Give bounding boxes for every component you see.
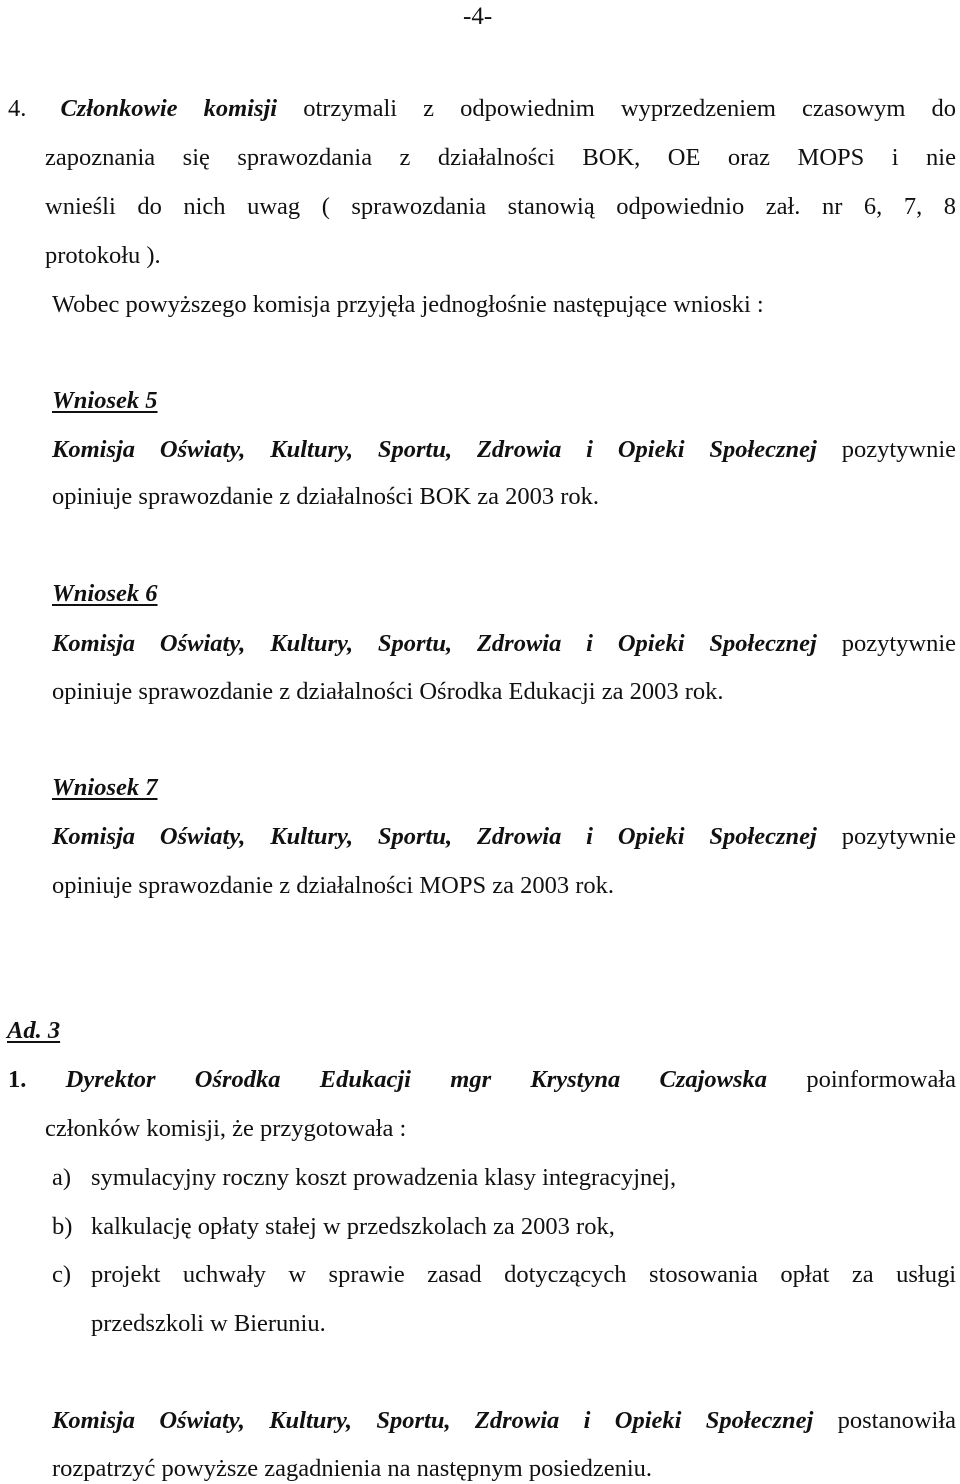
list-item-c-line-1: projekt uchwały w sprawie zasad dotyczących stosowania opłat za usługi bbox=[91, 1261, 956, 1288]
ad3-heading: Ad. 3 bbox=[7, 1017, 61, 1044]
section-number: 4. bbox=[8, 95, 27, 122]
list-item-c-line-2: przedszkoli w Bieruniu. bbox=[91, 1310, 326, 1337]
motion-6-line-2: opiniuje sprawozdanie z działalności Ośrodka Edukacji za 2003 rok. bbox=[52, 678, 724, 705]
motion-6-title: Wniosek 6 bbox=[52, 580, 158, 607]
section-4-line-1 bbox=[8, 97, 956, 122]
motion-7-verb: pozytywnie bbox=[841, 823, 957, 850]
section-4-line-3: wnieśli do nich uwag ( sprawozdania stanowią odpowiednio zał. nr 6, 7, 8 bbox=[45, 193, 956, 220]
motion-6-line-1 bbox=[52, 632, 956, 657]
section-text: otrzymali z odpowiednim wyprzedzeniem czasowym do bbox=[303, 95, 957, 122]
section-4-line-2: zapoznania się sprawozdania z działalności BOK, OE oraz MOPS i nie bbox=[45, 144, 956, 171]
motion-6-committee: Komisja Oświaty, Kultury, Sportu, Zdrowia i Opieki Społecznej bbox=[52, 630, 817, 657]
motion-7-committee: Komisja Oświaty, Kultury, Sportu, Zdrowia i Opieki Społecznej bbox=[52, 823, 817, 850]
motion-7-line-2: opiniuje sprawozdanie z działalności MOPS za 2003 rok. bbox=[52, 872, 615, 899]
ad3-item-number: 1. bbox=[8, 1066, 27, 1093]
list-mark-b: b) bbox=[52, 1213, 73, 1240]
motion-7-title: Wniosek 7 bbox=[52, 774, 158, 801]
section-subject: Członkowie komisji bbox=[60, 95, 278, 122]
conclusion-verb: postanowiła bbox=[837, 1407, 957, 1434]
section-4-line-4: protokołu ). bbox=[45, 242, 161, 269]
list-mark-c: c) bbox=[52, 1261, 72, 1288]
motion-5-verb: pozytywnie bbox=[841, 436, 957, 463]
list-item-a: symulacyjny roczny koszt prowadzenia klasy integracyjnej, bbox=[91, 1164, 677, 1191]
conclusion-line-1 bbox=[52, 1409, 956, 1434]
section-4-line-5: Wobec powyższego komisja przyjęła jednogłośnie następujące wnioski : bbox=[52, 291, 764, 318]
motion-7-line-1 bbox=[52, 825, 956, 850]
ad3-verb: poinformowała bbox=[806, 1066, 957, 1093]
motion-5-line-1 bbox=[52, 438, 956, 463]
list-mark-a: a) bbox=[52, 1164, 72, 1191]
conclusion-committee: Komisja Oświaty, Kultury, Sportu, Zdrowia i Opieki Społecznej bbox=[52, 1407, 814, 1434]
conclusion-line-2: rozpatrzyć powyższe zagadnienia na następnym posiedzeniu. bbox=[52, 1455, 652, 1482]
motion-5-committee: Komisja Oświaty, Kultury, Sportu, Zdrowia i Opieki Społecznej bbox=[52, 436, 817, 463]
motion-5-title: Wniosek 5 bbox=[52, 387, 158, 414]
ad3-subject: Dyrektor Ośrodka Edukacji mgr Krystyna Czajowska bbox=[65, 1066, 768, 1093]
list-item-b: kalkulację opłaty stałej w przedszkolach za 2003 rok, bbox=[91, 1213, 615, 1240]
ad3-item-line-1 bbox=[8, 1068, 956, 1093]
motion-5-line-2: opiniuje sprawozdanie z działalności BOK za 2003 rok. bbox=[52, 483, 600, 510]
ad3-item-line-2: członków komisji, że przygotowała : bbox=[45, 1115, 407, 1142]
motion-6-verb: pozytywnie bbox=[841, 630, 957, 657]
page-number: -4- bbox=[463, 3, 493, 30]
